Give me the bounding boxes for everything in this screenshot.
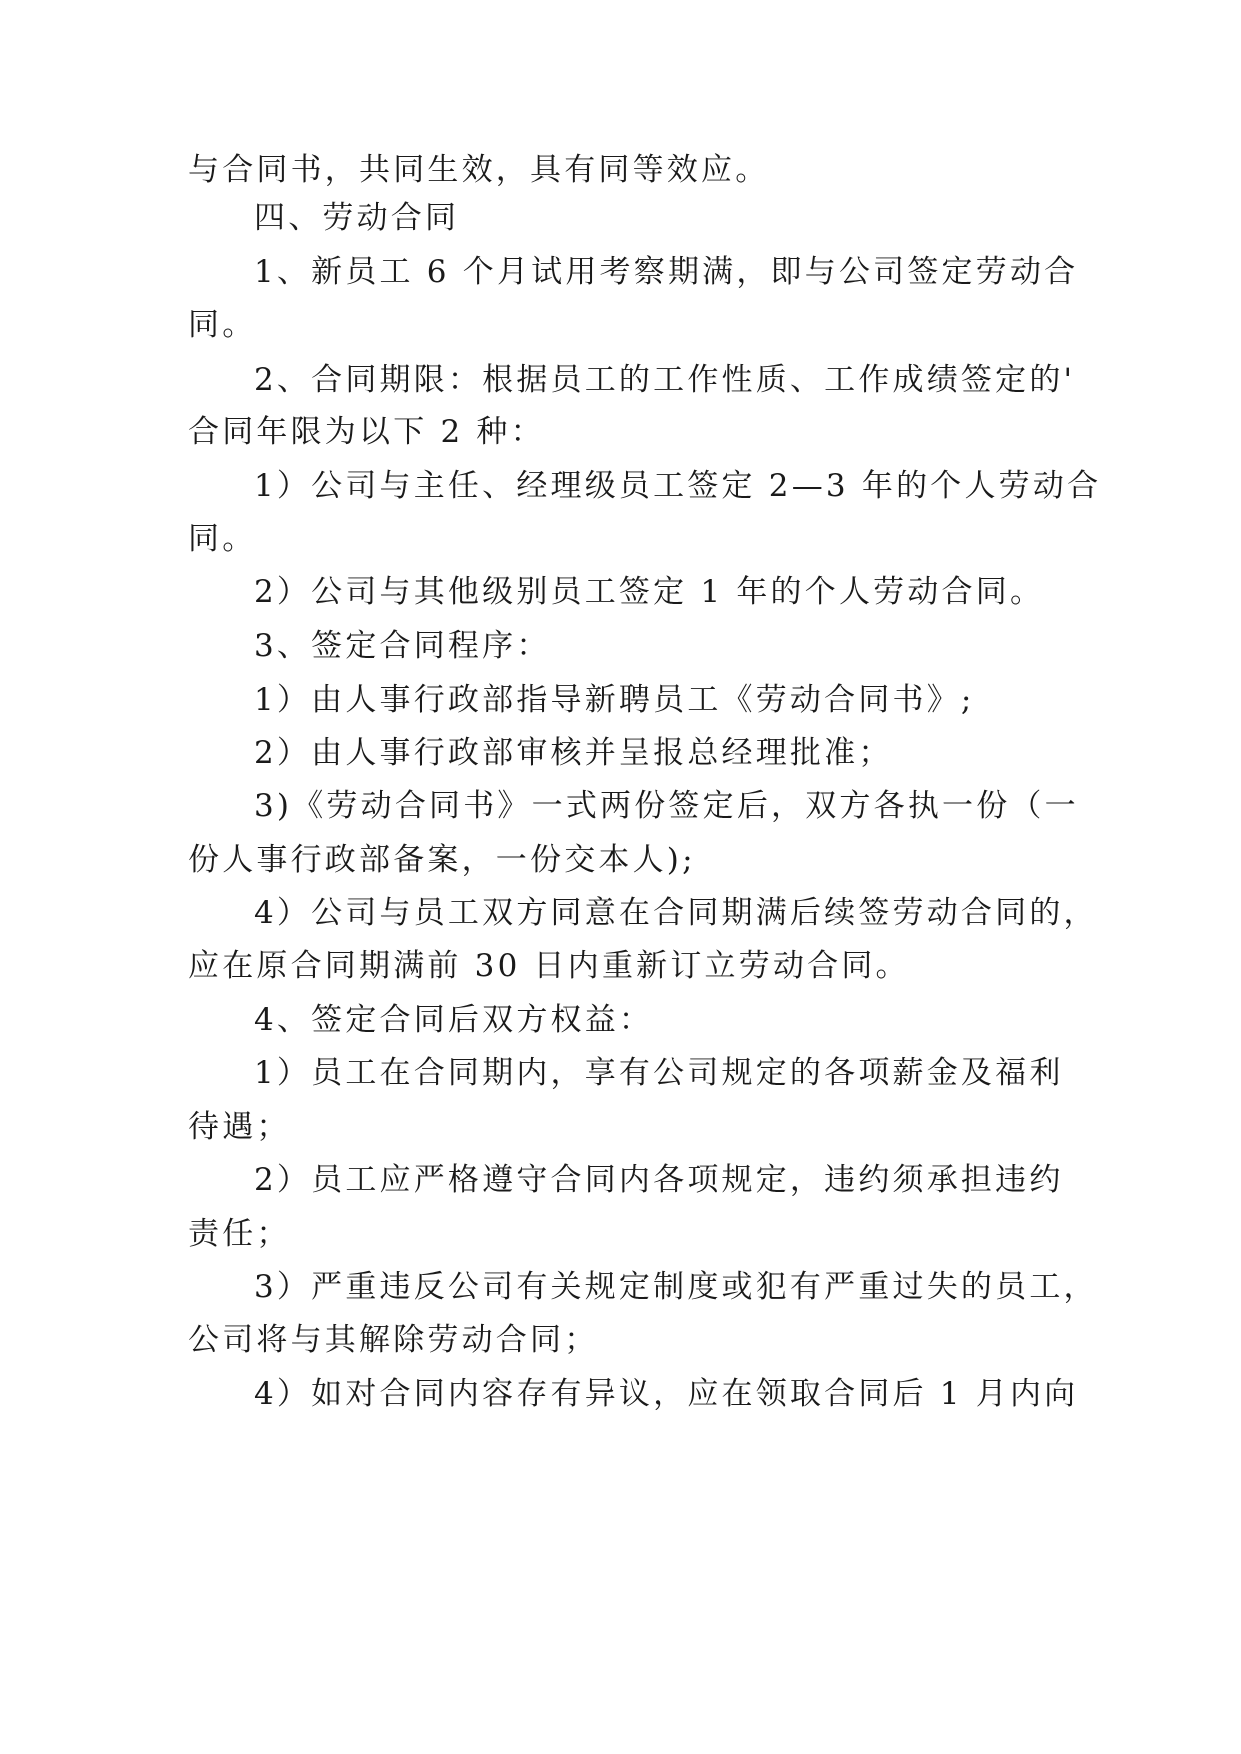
text-line: 4）公司与员工双方同意在合同期满后续签劳动合同的， <box>254 895 1098 931</box>
text-line: 责任； <box>188 1216 291 1252</box>
text-line: 2、合同期限：根据员工的工作性质、工作成绩签定的' <box>254 362 1076 398</box>
text-line: 4、签定合同后双方权益： <box>254 1002 654 1038</box>
text-line: 份人事行政部备案，一份交本人); <box>188 842 696 878</box>
text-line: 1）员工在合同期内，享有公司规定的各项薪金及福利 <box>254 1055 1064 1091</box>
text-line: 3）严重违反公司有关规定制度或犯有严重过失的员工， <box>254 1269 1098 1305</box>
text-line: 与合同书，共同生效，具有同等效应。 <box>188 152 770 188</box>
text-line: 合同年限为以下 2 种： <box>188 414 545 450</box>
text-line: 4）如对合同内容存有异议，应在领取合同后 1 月内向 <box>254 1376 1079 1412</box>
text-line: 同。 <box>188 307 257 343</box>
text-line: 公司将与其解除劳动合同； <box>188 1322 599 1358</box>
text-line: 待遇； <box>188 1109 291 1145</box>
text-line: 2）公司与其他级别员工签定 1 年的个人劳动合同。 <box>254 574 1045 610</box>
text-line: 2）员工应严格遵守合同内各项规定，违约须承担违约 <box>254 1162 1064 1198</box>
text-line: 2）由人事行政部审核并呈报总经理批准； <box>254 735 893 771</box>
text-line: 同。 <box>188 521 257 557</box>
text-line: 1、新员工 6 个月试用考察期满，即与公司签定劳动合 <box>254 254 1079 290</box>
text-line: 3)《劳动合同书》一式两份签定后，双方各执一份（一 <box>254 788 1079 824</box>
text-line: 1）公司与主任、经理级员工签定 2—3 年的个人劳动合 <box>254 468 1102 504</box>
section-heading: 四、劳动合同 <box>254 200 460 236</box>
text-line: 应在原合同期满前 30 日内重新订立劳动合同。 <box>188 948 910 984</box>
text-line: 3、签定合同程序： <box>254 628 551 664</box>
text-line: 1）由人事行政部指导新聘员工《劳动合同书》; <box>254 682 975 718</box>
